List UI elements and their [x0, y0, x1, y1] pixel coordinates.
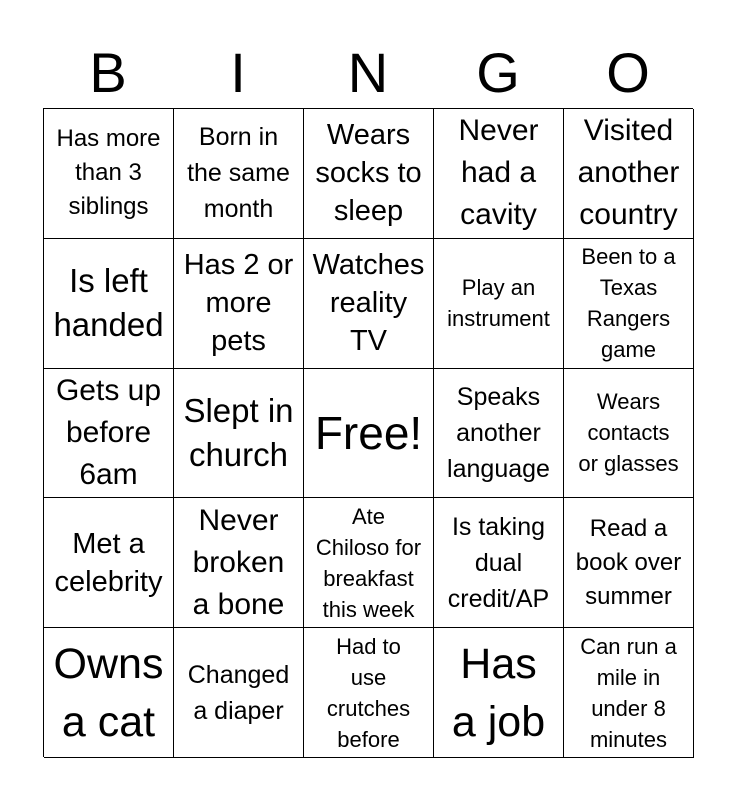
bingo-cell: Can run a mile in under 8 minutes [564, 628, 694, 758]
bingo-cell: Never broken a bone [174, 498, 304, 628]
bingo-cell: Born in the same month [174, 109, 304, 239]
bingo-cell: Wears contacts or glasses [564, 369, 694, 499]
bingo-cell: Ate Chiloso for breakfast this week [304, 498, 434, 628]
bingo-cell: Read a book over summer [564, 498, 694, 628]
header-letter-n: N [347, 41, 389, 104]
bingo-cell: Wears socks to sleep [304, 109, 434, 239]
bingo-cell: Never had a cavity [434, 109, 564, 239]
bingo-cell: Been to a Texas Rangers game [564, 239, 694, 369]
bingo-cell: Changed a diaper [174, 628, 304, 758]
bingo-cell: Has 2 or more pets [174, 239, 304, 369]
header-letter-i: I [230, 41, 246, 104]
bingo-header [43, 38, 693, 108]
header-letter-o: O [606, 41, 650, 104]
bingo-cell: Visited another country [564, 109, 694, 239]
bingo-cell: Is taking dual credit/AP [434, 498, 564, 628]
bingo-cell: Owns a cat [44, 628, 174, 758]
bingo-cell: Has a job [434, 628, 564, 758]
bingo-cell: Speaks another language [434, 369, 564, 499]
bingo-cell: Slept in church [174, 369, 304, 499]
bingo-cell: Met a celebrity [44, 498, 174, 628]
free-space: Free! [304, 369, 434, 499]
bingo-cell: Play an instrument [434, 239, 564, 369]
header-letter-b: B [89, 41, 127, 104]
header-letter-g: G [476, 41, 520, 104]
bingo-cell: Has more than 3 siblings [44, 109, 174, 239]
bingo-cell: Had to use crutches before [304, 628, 434, 758]
bingo-cell: Is left handed [44, 239, 174, 369]
bingo-cell: Watches reality TV [304, 239, 434, 369]
bingo-grid [43, 108, 693, 757]
bingo-cell: Gets up before 6am [44, 369, 174, 499]
